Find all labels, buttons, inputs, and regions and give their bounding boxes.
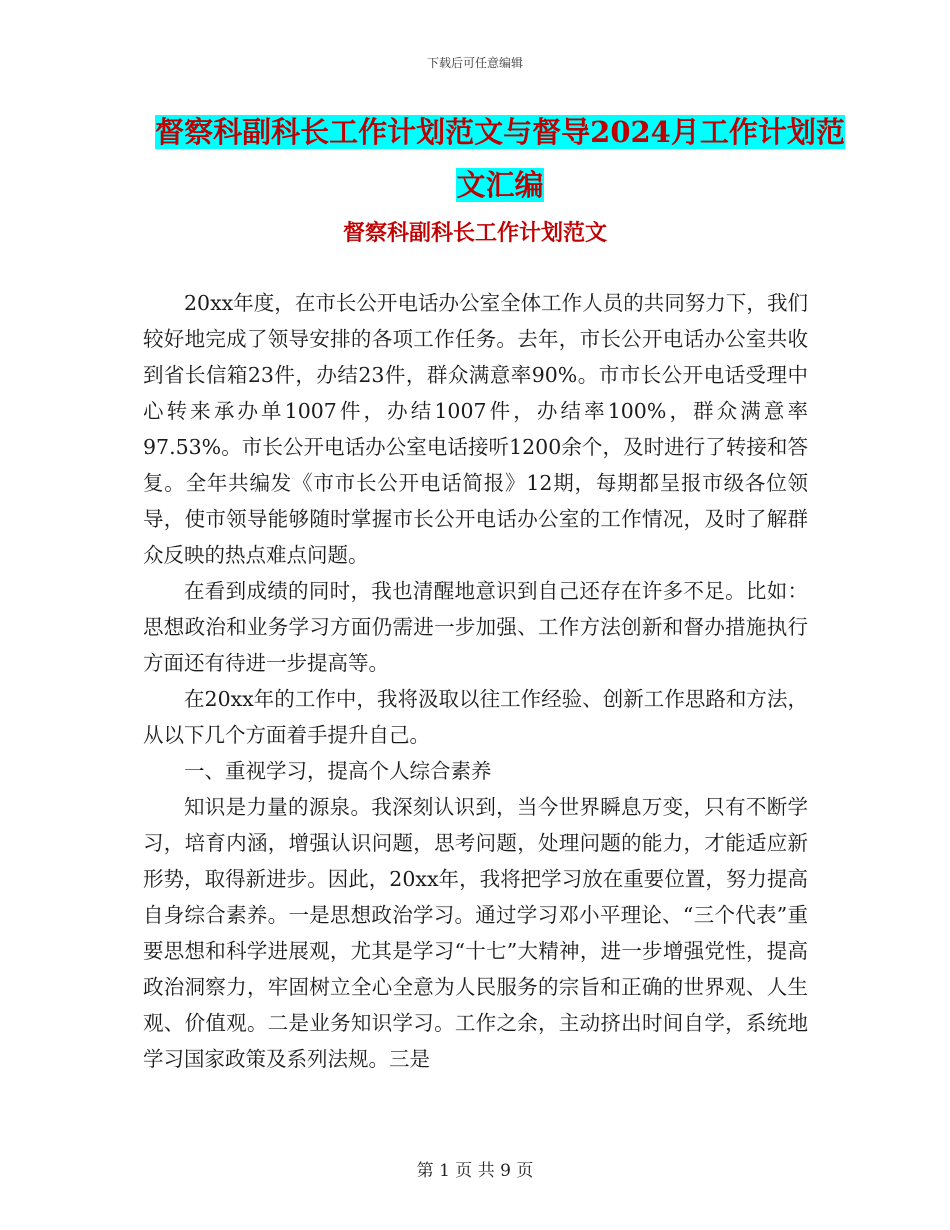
document-title: [150, 106, 850, 212]
paragraph: 20xx年度，在市长公开电话办公室全体工作人员的共同努力下，我们较好地完成了领导安排的各项工作任务。去年，市长公开电话办公室共收到省长信箱23件，办结23件，群众满意率90%。市市长公开电话受理中心转来承办单1007件，办结1007件，办结率100%，群众满意率97.53%。市长公开电话办公室电话接听1200余个，及时进行了转接和答复。全年共编发《市市长公开电话简报》12期，每期都呈报市级各位领导，使市领导能够随时掌握市长公开电话办公室的工作情况，及时了解群众反映的热点难点问题。: [143, 291, 808, 567]
page-number: 第 1 页 共 9 页: [416, 1161, 534, 1181]
header-note: 下载后可任意编辑: [426, 56, 523, 70]
paragraph: 知识是力量的源泉。我深刻认识到，当今世界瞬息万变，只有不断学习，培育内涵，增强认识问题，思考问题，处理问题的能力，才能适应新形势，取得新进步。因此，20xx年，我将把学习放在重要位置，努力提高自身综合素养。一是思想政治学习。通过学习邓小平理论、“三个代表”重要思想和科学进展观，尤其是学习“十七”大精神，进一步增强党性，提高政治洞察力，牢固树立全心全意为人民服务的宗旨和正确的世界观、人生观、价值观。二是业务知识学习。工作之余，主动挤出时间自学，系统地学习国家政策及系列法规。三是: [143, 795, 808, 1071]
section-title: 督察科副科长工作计划范文: [342, 220, 607, 246]
paragraph: 在看到成绩的同时，我也清醒地意识到自己还存在许多不足。比如：思想政治和业务学习方面仍需进一步加强、工作方法创新和督办措施执行方面还有待进一步提高等。: [143, 579, 808, 675]
paragraph: 在20xx年的工作中，我将汲取以往工作经验、创新工作思路和方法，从以下几个方面着手提升自己。: [143, 687, 808, 747]
document-title-text: 督察科副科长工作计划范文与督导2024月工作计划范文汇编: [155, 115, 845, 202]
document-body: [143, 285, 808, 1077]
subheading: 一、重视学习，提高个人综合素养: [184, 759, 492, 783]
